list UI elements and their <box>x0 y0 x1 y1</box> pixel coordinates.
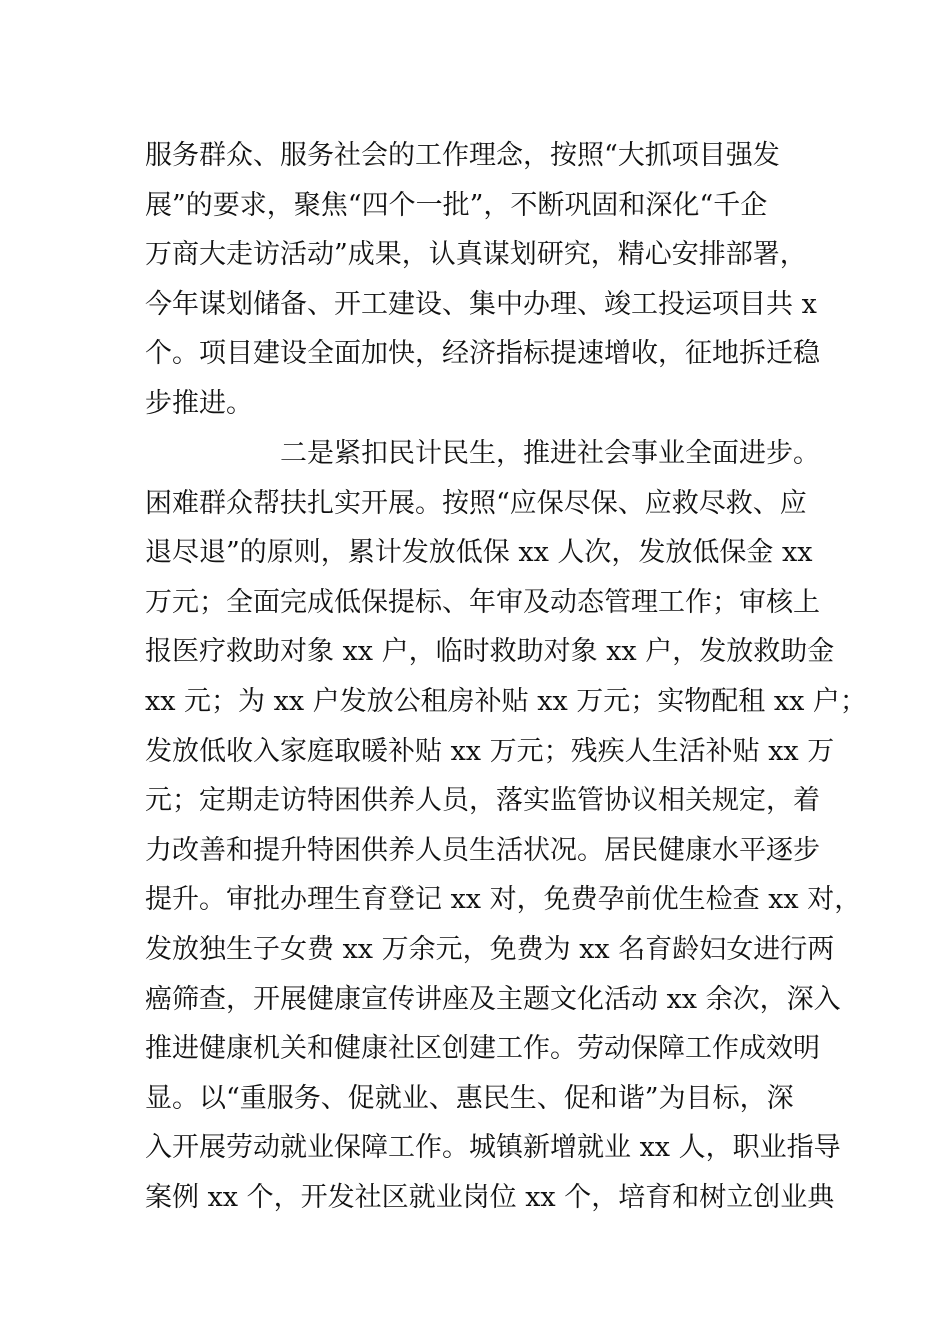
text-line: 入开展劳动就业保障工作。城镇新增就业 xx 人，职业指导 <box>145 1132 841 1164</box>
text-line: xx 元；为 xx 户发放公租房补贴 xx 万元；实物配租 xx 户； <box>145 685 867 717</box>
paragraph-2 <box>145 429 867 1223</box>
text-line: 服务群众、服务社会的工作理念，按照“大抓项目强发 <box>145 140 780 171</box>
text-line: 今年谋划储备、开工建设、集中办理、竣工投运项目共 x <box>145 288 817 320</box>
text-line: 展”的要求，聚焦“四个一批”，不断巩固和深化“千企 <box>145 189 768 221</box>
text-line: 退尽退”的原则，累计发放低保 xx 人次，发放低保金 xx <box>145 537 813 569</box>
section-heading-line: 二是紧扣民计民生，推进社会事业全面进步。 <box>280 438 820 469</box>
text-line: 发放低收入家庭取暖补贴 xx 万元；残疾人生活补贴 xx 万 <box>145 735 835 767</box>
text-line: 案例 xx 个，开发社区就业岗位 xx 个，培育和树立创业典 <box>145 1181 835 1213</box>
text-line: 报医疗救助对象 xx 户，临时救助对象 xx 户，发放救助金 <box>145 636 835 668</box>
text-line: 万元；全面完成低保提标、年审及动态管理工作；审核上 <box>145 586 820 618</box>
paragraph-1 <box>145 131 825 429</box>
text-line: 癌筛查，开展健康宣传讲座及主题文化活动 xx 余次，深入 <box>145 983 841 1015</box>
text-line: 力改善和提升特困供养人员生活状况。居民健康水平逐步 <box>145 834 820 866</box>
text-line: 显。以“重服务、促就业、惠民生、促和谐”为目标，深 <box>145 1082 794 1114</box>
text-line: 元；定期走访特困供养人员，落实监管协议相关规定，着 <box>145 785 820 817</box>
text-line: 困难群众帮扶扎实开展。按照“应保尽保、应救尽救、应 <box>145 487 807 519</box>
text-line: 步推进。 <box>145 387 253 419</box>
text-line: 个。项目建设全面加快，经济指标提速增收，征地拆迁稳 <box>145 338 820 370</box>
text-line: 推进健康机关和健康社区创建工作。劳动保障工作成效明 <box>145 1033 820 1065</box>
text-line: 提升。审批办理生育登记 xx 对，免费孕前优生检查 xx 对， <box>145 884 862 916</box>
text-line: 万商大走访活动”成果，认真谋划研究，精心安排部署， <box>145 239 807 271</box>
text-line: 发放独生子女费 xx 万余元，免费为 xx 名育龄妇女进行两 <box>145 933 835 965</box>
